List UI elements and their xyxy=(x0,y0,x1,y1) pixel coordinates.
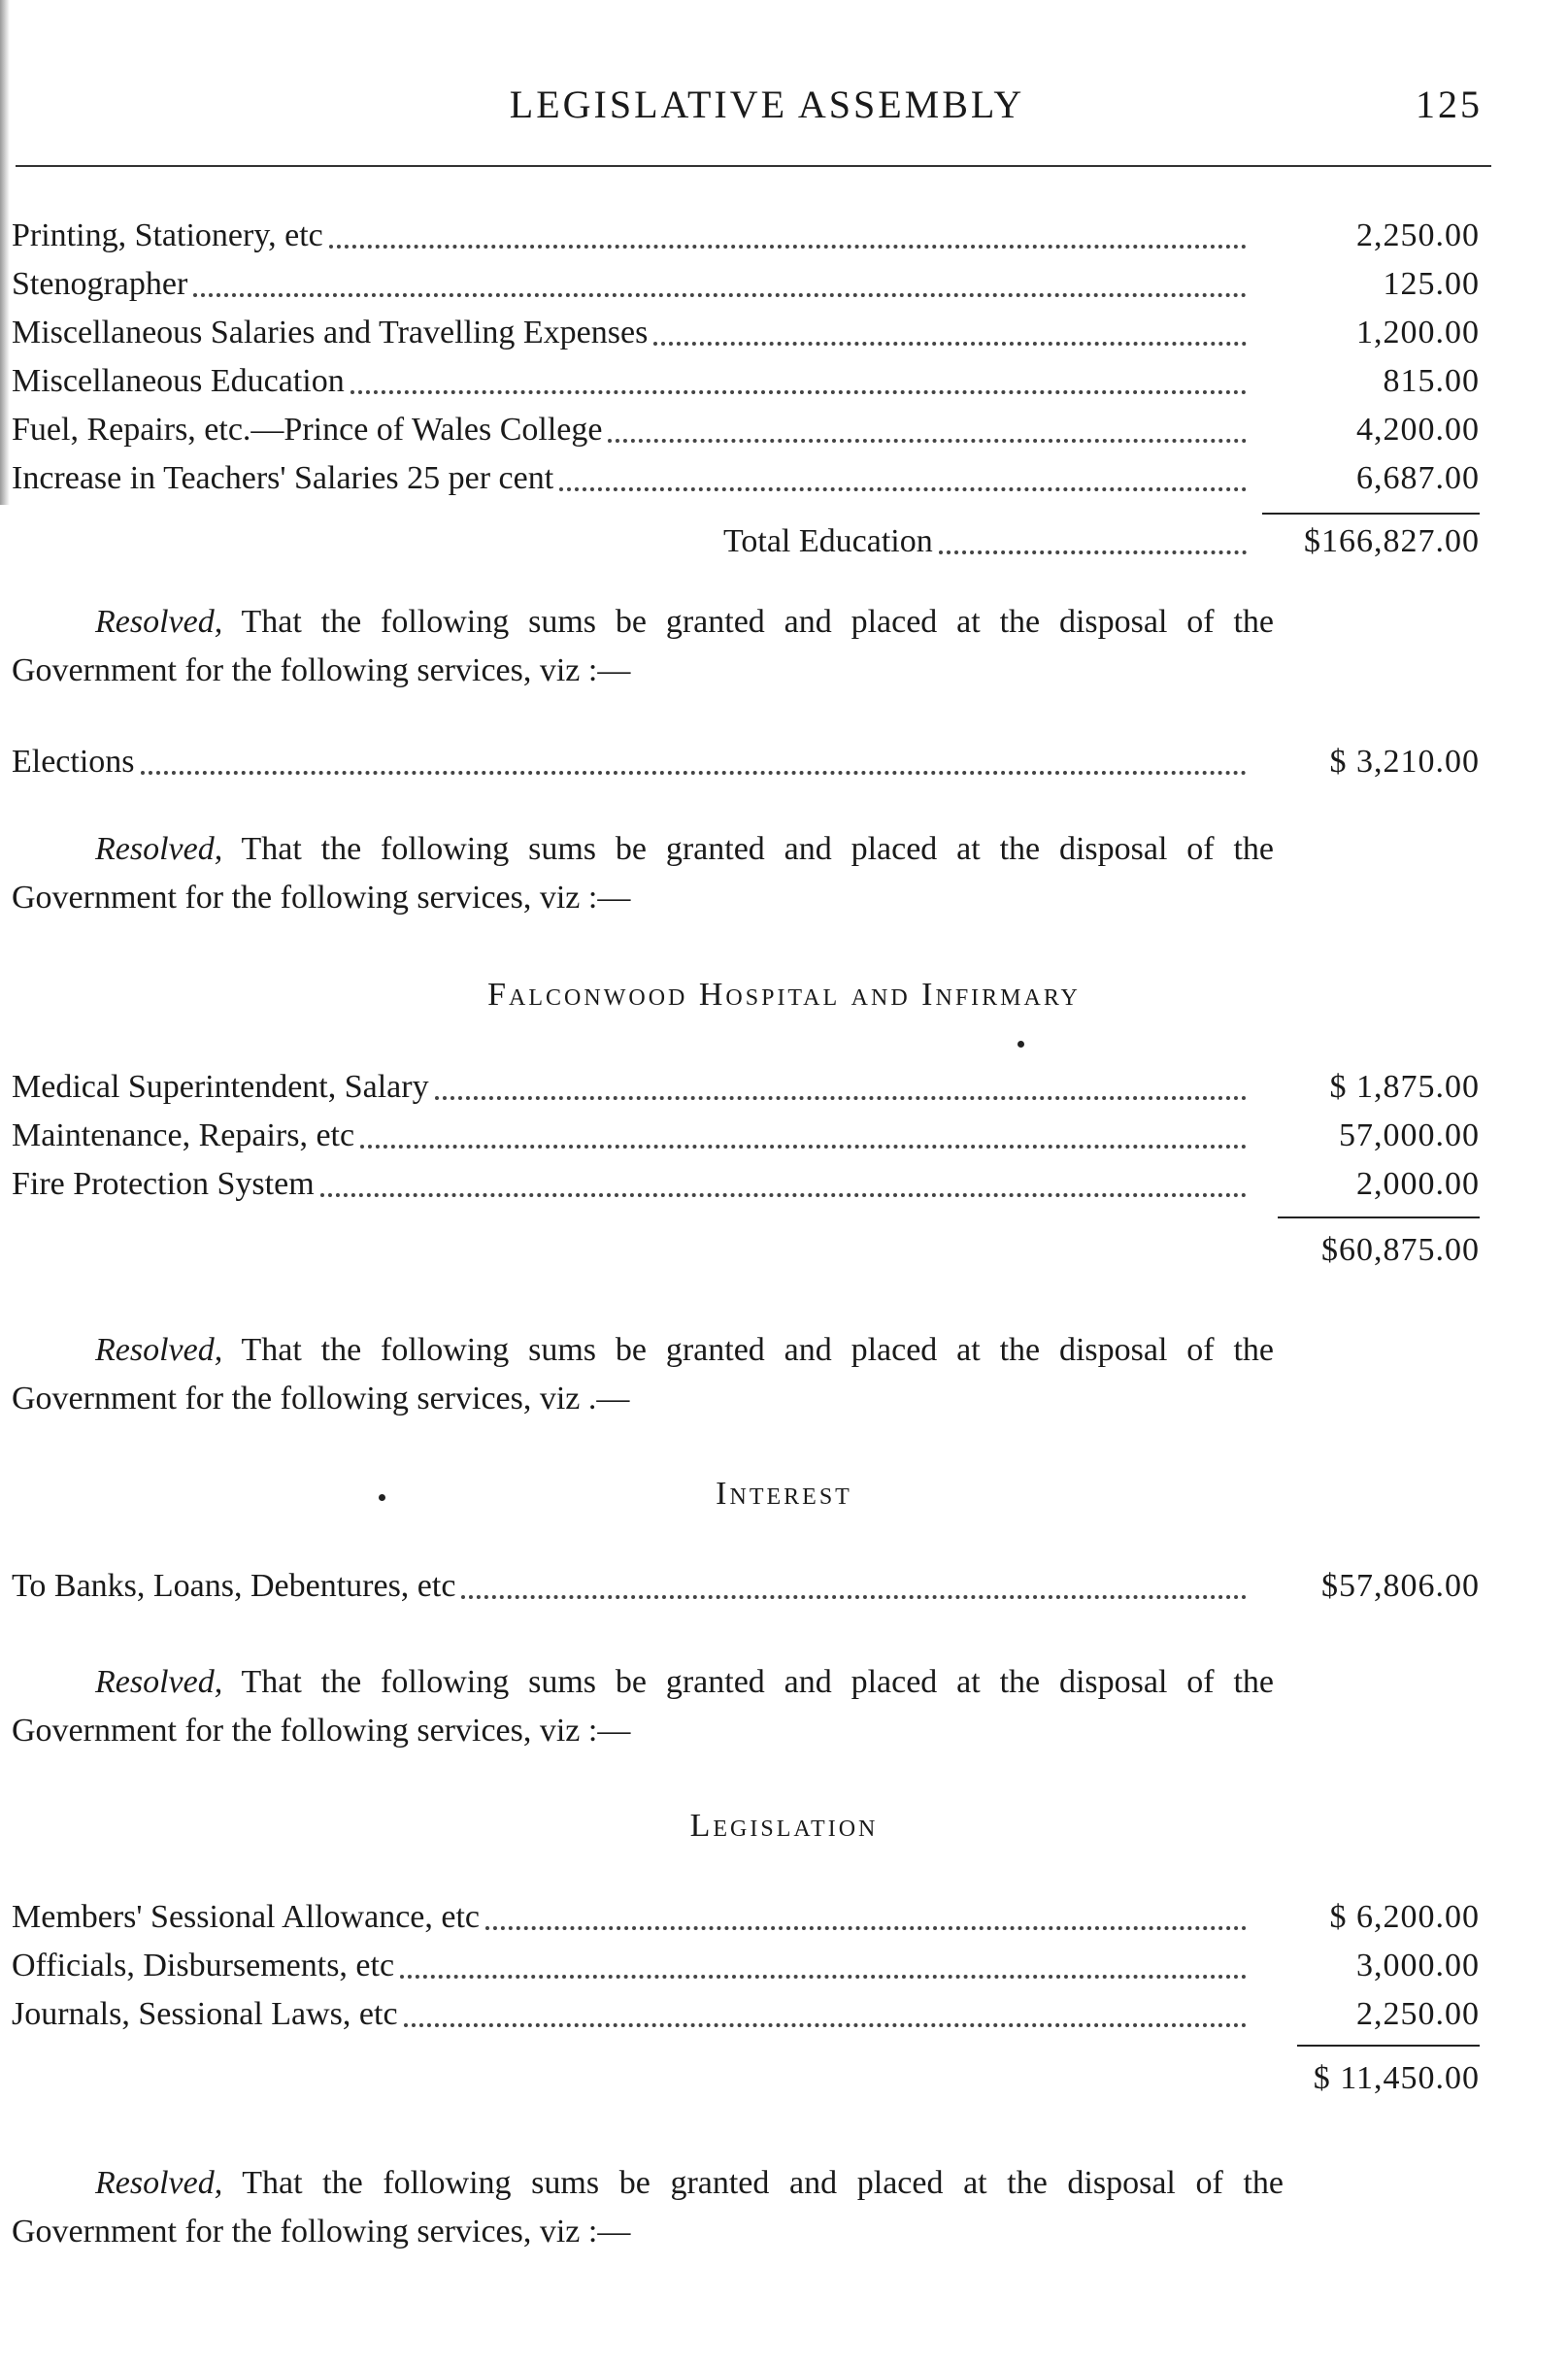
line-item xyxy=(12,408,1480,452)
page-edge-shadow xyxy=(0,0,10,505)
resolution-text: That the following sums be granted and placed at the disposal of the Government for the following services, viz .— xyxy=(12,1332,1274,1416)
sum-rule xyxy=(1297,2045,1480,2047)
total-education-row xyxy=(723,519,1480,564)
item-label: Miscellaneous Education xyxy=(12,363,345,399)
item-label: Journals, Sessional Laws, etc xyxy=(12,1996,398,2032)
item-label: Fuel, Repairs, etc.—Prince of Wales College xyxy=(12,412,603,448)
item-amount: 4,200.00 xyxy=(1356,412,1480,448)
dot-leader xyxy=(939,550,1247,554)
item-label: Members' Sessional Allowance, etc xyxy=(12,1899,481,1935)
line-item xyxy=(12,1895,1480,1940)
dot-leader xyxy=(193,293,1247,297)
page-number: 125 xyxy=(1416,83,1483,126)
line-item xyxy=(12,262,1480,307)
item-label: Elections xyxy=(12,744,135,780)
resolution-text: That the following sums be granted and placed at the disposal of the Government for the following services, viz :— xyxy=(12,604,1274,688)
item-amount: 6,687.00 xyxy=(1356,460,1480,496)
item-label: Increase in Teachers' Salaries 25 per cent xyxy=(12,460,554,496)
item-label: Maintenance, Repairs, etc xyxy=(12,1117,355,1153)
item-amount: 2,250.00 xyxy=(1356,1996,1480,2032)
item-amount: 125.00 xyxy=(1383,266,1480,302)
sum-rule xyxy=(1278,1216,1480,1218)
item-amount: 2,250.00 xyxy=(1356,217,1480,253)
line-item xyxy=(12,1114,1480,1158)
resolved-word: Resolved, xyxy=(95,604,223,640)
item-amount: 57,000.00 xyxy=(1339,1117,1480,1153)
item-label: Officials, Disbursements, etc xyxy=(12,1948,395,1983)
item-label: Printing, Stationery, etc xyxy=(12,217,323,253)
line-item xyxy=(12,359,1480,404)
dot-leader xyxy=(653,342,1247,346)
running-title: LEGISLATIVE ASSEMBLY xyxy=(509,83,1025,126)
sum-rule xyxy=(1262,513,1480,515)
section-heading: Falconwood Hospital and Infirmary xyxy=(487,977,1081,1013)
resolution-text: That the following sums be granted and placed at the disposal of the Government for the following services, viz :— xyxy=(12,831,1274,916)
resolved-word: Resolved, xyxy=(95,831,223,867)
dot-leader xyxy=(320,1193,1247,1197)
dot-leader xyxy=(435,1096,1247,1100)
line-item xyxy=(12,1564,1480,1609)
resolution-paragraph xyxy=(12,825,1274,922)
resolution-paragraph xyxy=(12,1658,1274,1755)
item-amount: $ 6,200.00 xyxy=(1329,1899,1480,1935)
line-item xyxy=(12,1162,1480,1207)
resolution-paragraph xyxy=(12,1326,1274,1423)
item-label: Stenographer xyxy=(12,266,188,302)
item-amount: 2,000.00 xyxy=(1356,1166,1480,1202)
item-label: To Banks, Loans, Debentures, etc xyxy=(12,1568,456,1604)
total-label: Total Education xyxy=(723,523,933,559)
item-amount: $57,806.00 xyxy=(1321,1568,1480,1604)
resolved-word: Resolved, xyxy=(95,1664,223,1700)
page-header xyxy=(0,82,1568,140)
resolution-text: That the following sums be granted and placed at the disposal of the Government for the following services, viz :— xyxy=(12,1664,1274,1749)
total-amount: $166,827.00 xyxy=(1304,523,1480,559)
dot-leader xyxy=(141,771,1247,775)
line-item xyxy=(12,456,1480,501)
item-amount: 1,200.00 xyxy=(1356,315,1480,350)
section-total: $60,875.00 xyxy=(1321,1232,1480,1268)
dot-leader xyxy=(559,487,1247,491)
section-heading: Legislation xyxy=(689,1808,879,1844)
section-total: $ 11,450.00 xyxy=(1313,2060,1480,2096)
item-amount: 3,000.00 xyxy=(1356,1948,1480,1983)
line-item xyxy=(12,1992,1480,2037)
item-amount: 815.00 xyxy=(1383,363,1480,399)
section-heading: Interest xyxy=(716,1476,852,1512)
line-item xyxy=(12,214,1480,258)
ink-speck xyxy=(1018,1041,1024,1048)
dot-leader xyxy=(461,1595,1247,1599)
dot-leader xyxy=(400,1975,1247,1979)
dot-leader xyxy=(350,390,1247,394)
dot-leader xyxy=(329,245,1247,249)
item-label: Fire Protection System xyxy=(12,1166,315,1202)
item-amount: $ 1,875.00 xyxy=(1329,1069,1480,1105)
resolved-word: Resolved, xyxy=(95,1332,223,1368)
line-item xyxy=(12,1065,1480,1110)
item-amount: $ 3,210.00 xyxy=(1329,744,1480,780)
resolution-text: That the following sums be granted and placed at the disposal of the Government for the following services, viz :— xyxy=(12,2165,1284,2249)
item-label: Medical Superintendent, Salary xyxy=(12,1069,429,1105)
line-item xyxy=(12,1944,1480,1988)
dot-leader xyxy=(608,439,1247,443)
line-item xyxy=(12,311,1480,355)
line-item xyxy=(12,740,1480,784)
header-rule xyxy=(16,165,1491,167)
dot-leader xyxy=(404,2023,1247,2027)
resolved-word: Resolved, xyxy=(95,2165,223,2201)
resolution-paragraph xyxy=(12,2159,1284,2256)
item-label: Miscellaneous Salaries and Travelling Expenses xyxy=(12,315,649,350)
resolution-paragraph xyxy=(12,598,1274,695)
dot-leader xyxy=(485,1926,1247,1930)
dot-leader xyxy=(360,1145,1247,1149)
